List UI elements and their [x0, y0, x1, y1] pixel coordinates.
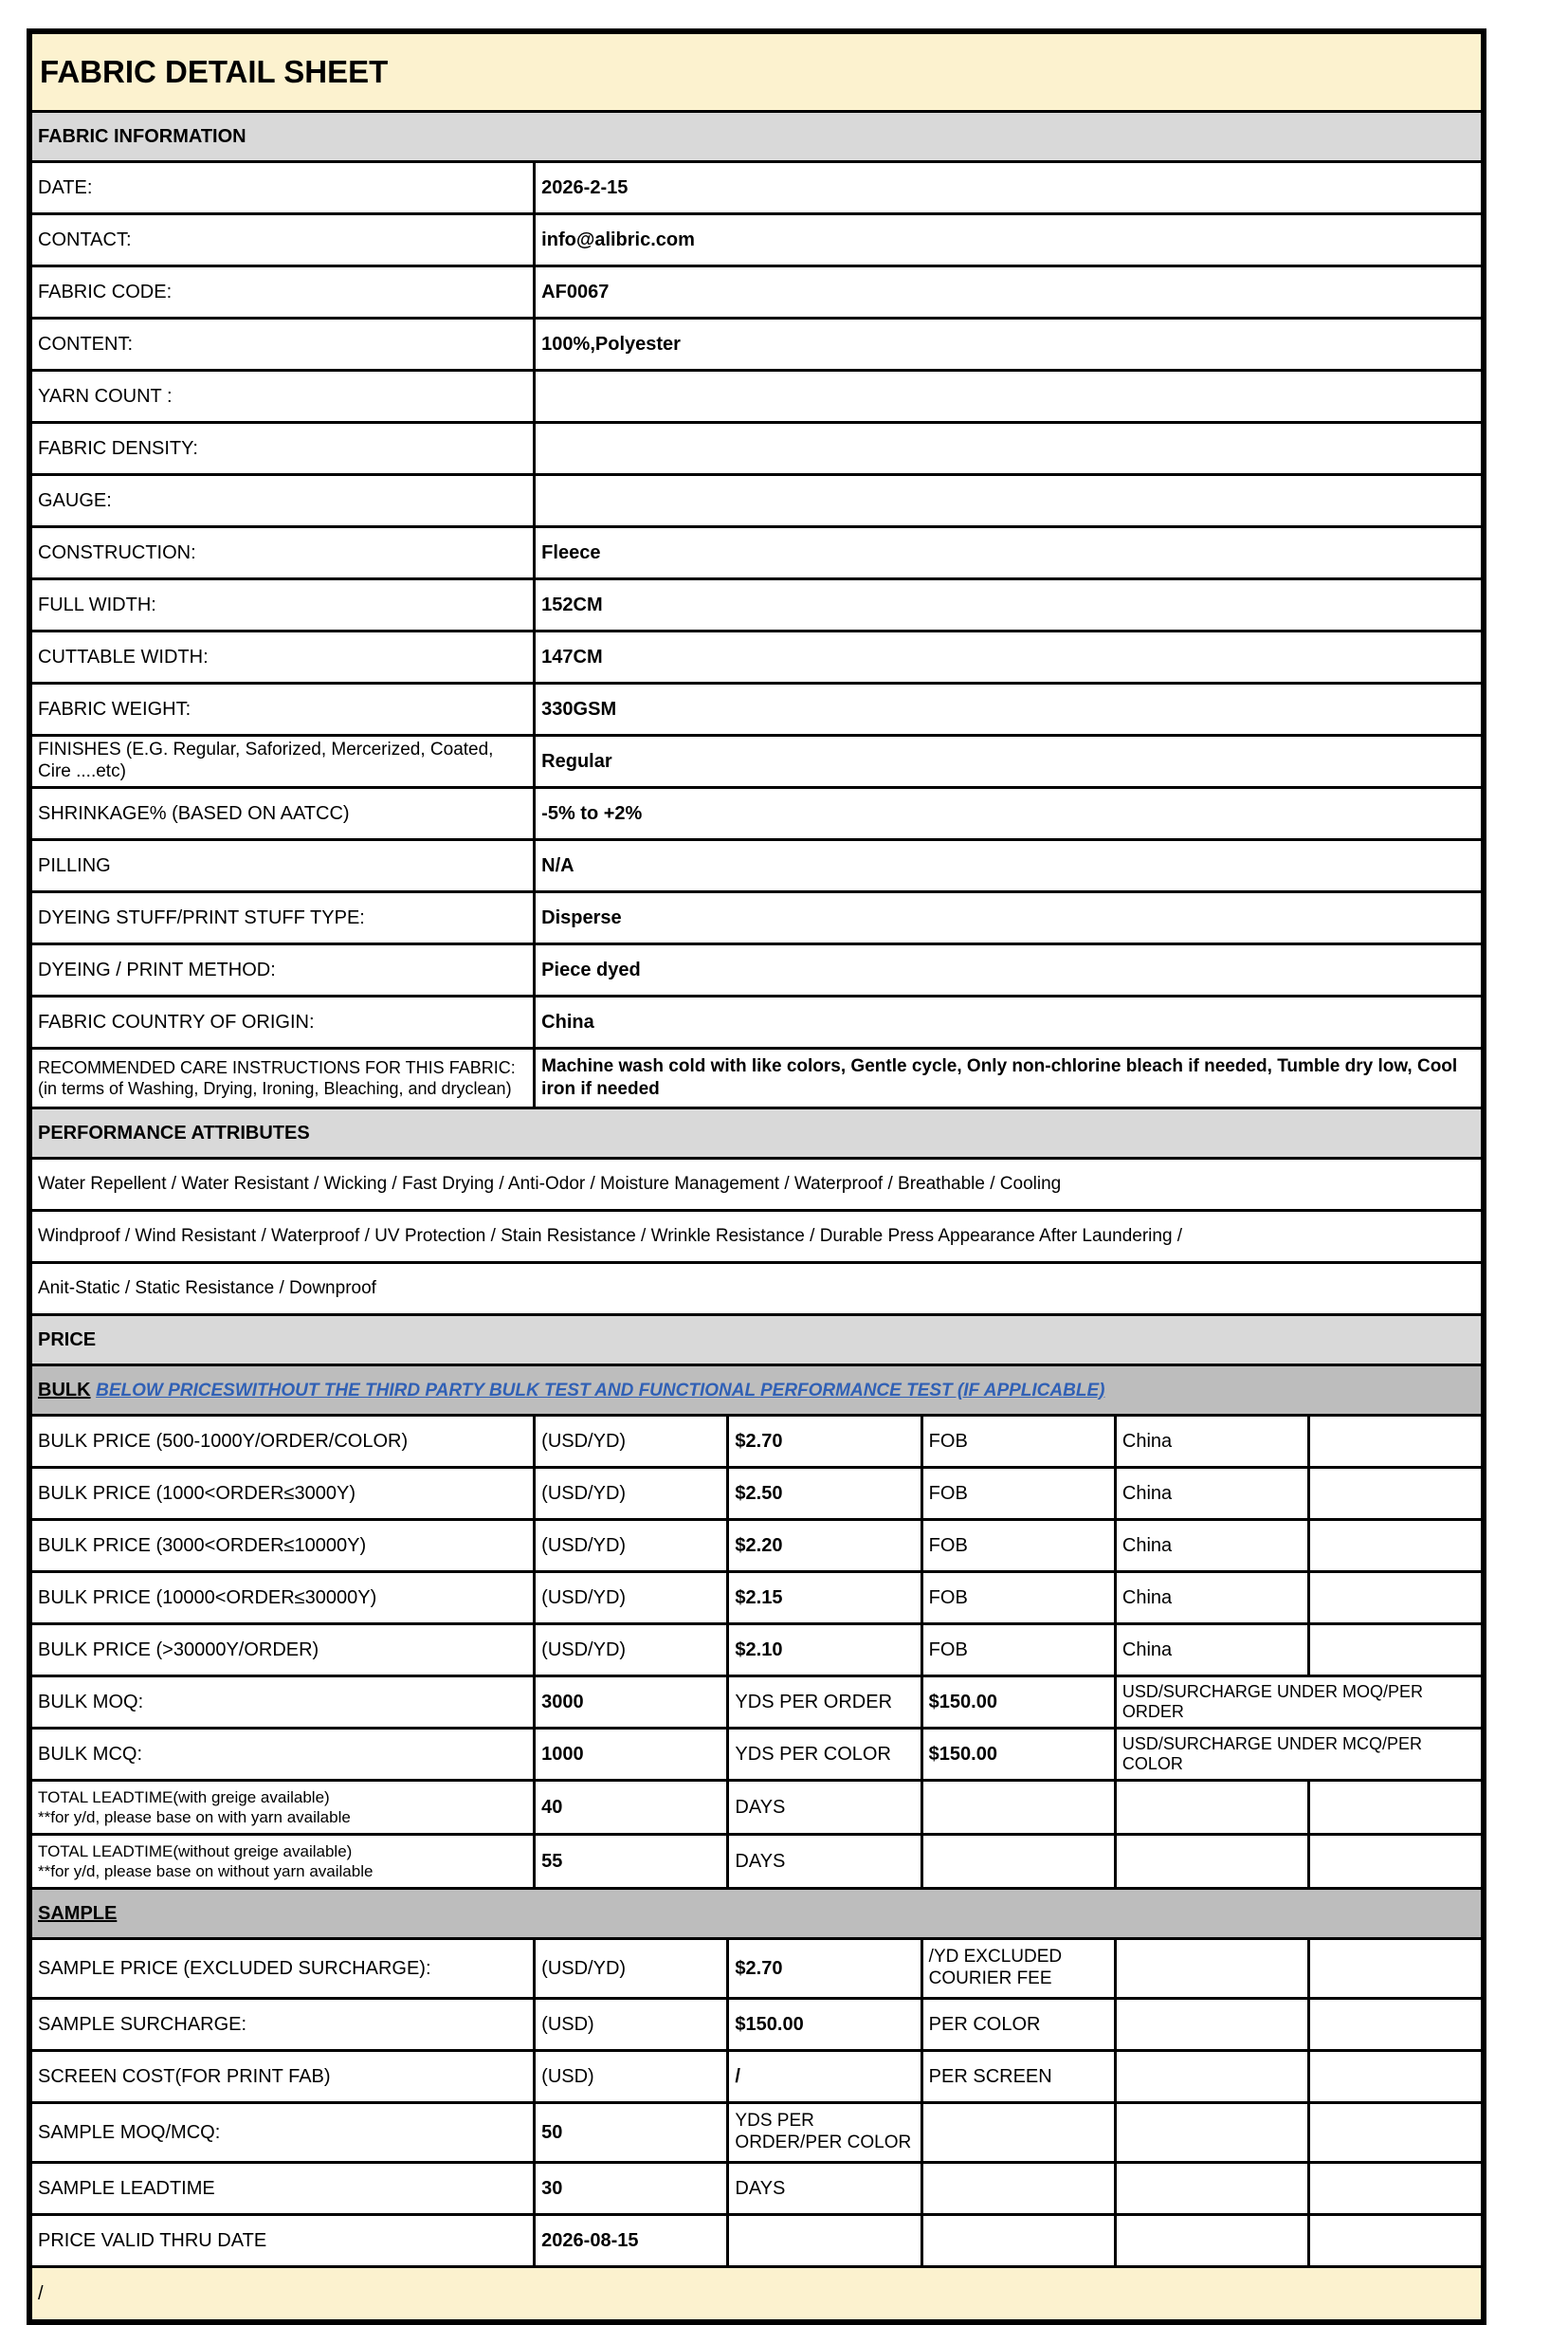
- price-unit: (USD/YD): [535, 1520, 728, 1572]
- sample-label: SAMPLE SURCHARGE:: [29, 1999, 535, 2051]
- leadtime-label-line1: TOTAL LEADTIME(without greige available): [38, 1841, 353, 1860]
- info-row-dyeing-stuff: [29, 892, 1484, 944]
- info-value: N/A: [535, 840, 1484, 892]
- leadtime-label-line2: **for y/d, please base on without yarn available: [38, 1862, 374, 1880]
- info-label: CONTACT:: [29, 214, 535, 266]
- sample-price-row: [29, 1939, 1484, 1999]
- price-empty-cell: [1309, 1624, 1484, 1676]
- leadtime-empty-cell: [1115, 1781, 1308, 1835]
- leadtime-empty-cell: [921, 1835, 1115, 1889]
- info-value: Regular: [535, 736, 1484, 788]
- sample-note: PER COLOR: [921, 1999, 1115, 2051]
- moq-qty: 3000: [535, 1676, 728, 1729]
- price-value: $2.20: [728, 1520, 921, 1572]
- leadtime-label: [29, 1835, 535, 1889]
- footer-note: /: [29, 2267, 1484, 2323]
- info-label: FABRIC DENSITY:: [29, 423, 535, 475]
- info-value: 152CM: [535, 579, 1484, 632]
- leadtime-empty-cell: [921, 1781, 1115, 1835]
- leadtime-unit: DAYS: [728, 1781, 921, 1835]
- mcq-surcharge: $150.00: [921, 1729, 1115, 1781]
- info-row-construction: [29, 527, 1484, 579]
- info-label: FABRIC COUNTRY OF ORIGIN:: [29, 997, 535, 1049]
- sample-empty-cell: [921, 2163, 1115, 2215]
- sample-empty-cell: [1115, 2215, 1308, 2267]
- sample-unit: (USD/YD): [535, 1939, 728, 1999]
- sample-empty-cell: [1115, 1999, 1308, 2051]
- sample-empty-cell: [921, 2103, 1115, 2163]
- sample-empty-cell: [1309, 2163, 1484, 2215]
- moq-label: BULK MOQ:: [29, 1676, 535, 1729]
- bulk-mcq-row: [29, 1729, 1484, 1781]
- info-row-pilling: [29, 840, 1484, 892]
- info-row-yarn-count: [29, 371, 1484, 423]
- price-origin: China: [1115, 1624, 1308, 1676]
- sample-qty: 30: [535, 2163, 728, 2215]
- info-label: FABRIC CODE:: [29, 266, 535, 319]
- price-unit: (USD/YD): [535, 1624, 728, 1676]
- care-label-line1: RECOMMENDED CARE INSTRUCTIONS FOR THIS FABRIC:: [38, 1057, 516, 1077]
- leadtime-row-without-greige: [29, 1835, 1484, 1889]
- price-value: $2.50: [728, 1468, 921, 1520]
- info-value: [535, 475, 1484, 527]
- info-row-country-of-origin: [29, 997, 1484, 1049]
- leadtime-qty: 40: [535, 1781, 728, 1835]
- price-label: BULK PRICE (3000<ORDER≤10000Y): [29, 1520, 535, 1572]
- info-row-content: [29, 319, 1484, 371]
- section-header-price: PRICE: [29, 1315, 1484, 1365]
- bulk-banner: [29, 1365, 1484, 1416]
- info-row-cuttable-width: [29, 632, 1484, 684]
- sample-empty-cell: [1115, 2163, 1308, 2215]
- info-label: FINISHES (E.G. Regular, Saforized, Mercerized, Coated, Cire ....etc): [29, 736, 535, 788]
- sample-label: SAMPLE PRICE (EXCLUDED SURCHARGE):: [29, 1939, 535, 1999]
- leadtime-label: [29, 1781, 535, 1835]
- info-row-fabric-weight: [29, 684, 1484, 736]
- info-row-fabric-density: [29, 423, 1484, 475]
- sample-label: SCREEN COST(FOR PRINT FAB): [29, 2051, 535, 2103]
- sample-empty-cell: [728, 2215, 921, 2267]
- sample-empty-cell: [921, 2215, 1115, 2267]
- info-value: Machine wash cold with like colors, Gentle cycle, Only non-chlorine bleach if needed, Tumble dry low, Cool iron if needed: [535, 1049, 1484, 1108]
- info-label: FABRIC WEIGHT:: [29, 684, 535, 736]
- sample-unit: YDS PER ORDER/PER COLOR: [728, 2103, 921, 2163]
- sample-qty: 50: [535, 2103, 728, 2163]
- sample-empty-cell: [1309, 2215, 1484, 2267]
- price-value: $2.15: [728, 1572, 921, 1624]
- sample-unit: DAYS: [728, 2163, 921, 2215]
- info-row-shrinkage: [29, 788, 1484, 840]
- section-header-performance-attributes: PERFORMANCE ATTRIBUTES: [29, 1108, 1484, 1159]
- sample-label: SAMPLE MOQ/MCQ:: [29, 2103, 535, 2163]
- leadtime-label-line1: TOTAL LEADTIME(with greige available): [38, 1787, 330, 1806]
- price-label: BULK PRICE (>30000Y/ORDER): [29, 1624, 535, 1676]
- performance-attributes-line-3: Anit-Static / Static Resistance / Downproof: [29, 1263, 1484, 1315]
- bulk-note-link[interactable]: BELOW PRICESWITHOUT THE THIRD PARTY BULK TEST AND FUNCTIONAL PERFORMANCE TEST (IF APPLICABLE): [96, 1380, 1105, 1400]
- section-header-fabric-information: FABRIC INFORMATION: [29, 112, 1484, 162]
- info-value: Piece dyed: [535, 944, 1484, 997]
- sample-empty-cell: [1115, 2051, 1308, 2103]
- info-label: DYEING / PRINT METHOD:: [29, 944, 535, 997]
- info-value: [535, 371, 1484, 423]
- bulk-price-row-4: [29, 1572, 1484, 1624]
- info-label: FULL WIDTH:: [29, 579, 535, 632]
- sample-date: 2026-08-15: [535, 2215, 728, 2267]
- info-value: [535, 423, 1484, 475]
- performance-attributes-line-1: Water Repellent / Water Resistant / Wicking / Fast Drying / Anti-Odor / Moisture Management / Waterproof / Breathable / Cooling: [29, 1159, 1484, 1211]
- sample-empty-cell: [1309, 2103, 1484, 2163]
- price-term: FOB: [921, 1520, 1115, 1572]
- leadtime-empty-cell: [1309, 1781, 1484, 1835]
- price-valid-thru-row: [29, 2215, 1484, 2267]
- sample-leadtime-row: [29, 2163, 1484, 2215]
- bulk-moq-row: [29, 1676, 1484, 1729]
- care-label-line2: (in terms of Washing, Drying, Ironing, Bleaching, and dryclean): [38, 1079, 512, 1098]
- sample-empty-cell: [1309, 1999, 1484, 2051]
- price-term: FOB: [921, 1416, 1115, 1468]
- info-value: 100%,Polyester: [535, 319, 1484, 371]
- price-label: BULK PRICE (10000<ORDER≤30000Y): [29, 1572, 535, 1624]
- sample-label: PRICE VALID THRU DATE: [29, 2215, 535, 2267]
- price-term: FOB: [921, 1468, 1115, 1520]
- moq-note: USD/SURCHARGE UNDER MOQ/PER ORDER: [1115, 1676, 1484, 1729]
- sample-label: SAMPLE LEADTIME: [29, 2163, 535, 2215]
- leadtime-label-line2: **for y/d, please base on with yarn available: [38, 1808, 351, 1826]
- info-row-fabric-code: [29, 266, 1484, 319]
- sample-surcharge-row: [29, 1999, 1484, 2051]
- info-label: [29, 1049, 535, 1108]
- fabric-detail-sheet: [27, 28, 1486, 2325]
- mcq-note: USD/SURCHARGE UNDER MCQ/PER COLOR: [1115, 1729, 1484, 1781]
- bulk-price-row-1: [29, 1416, 1484, 1468]
- price-empty-cell: [1309, 1520, 1484, 1572]
- leadtime-empty-cell: [1309, 1835, 1484, 1889]
- price-origin: China: [1115, 1572, 1308, 1624]
- leadtime-row-with-greige: [29, 1781, 1484, 1835]
- price-value: $2.10: [728, 1624, 921, 1676]
- sample-empty-cell: [1115, 2103, 1308, 2163]
- sample-value: /: [728, 2051, 921, 2103]
- info-label: CONTENT:: [29, 319, 535, 371]
- price-origin: China: [1115, 1416, 1308, 1468]
- sample-value: $150.00: [728, 1999, 921, 2051]
- sample-moq-row: [29, 2103, 1484, 2163]
- info-value: Fleece: [535, 527, 1484, 579]
- leadtime-qty: 55: [535, 1835, 728, 1889]
- price-empty-cell: [1309, 1572, 1484, 1624]
- moq-unit: YDS PER ORDER: [728, 1676, 921, 1729]
- bulk-label: BULK: [38, 1379, 91, 1400]
- price-origin: China: [1115, 1468, 1308, 1520]
- mcq-qty: 1000: [535, 1729, 728, 1781]
- section-header-sample: SAMPLE: [29, 1889, 1484, 1939]
- sample-value: $2.70: [728, 1939, 921, 1999]
- bulk-price-row-2: [29, 1468, 1484, 1520]
- sample-note: /YD EXCLUDED COURIER FEE: [921, 1939, 1115, 1999]
- page-title: FABRIC DETAIL SHEET: [29, 31, 1484, 112]
- price-unit: (USD/YD): [535, 1468, 728, 1520]
- info-label: CUTTABLE WIDTH:: [29, 632, 535, 684]
- price-empty-cell: [1309, 1468, 1484, 1520]
- info-row-gauge: [29, 475, 1484, 527]
- moq-surcharge: $150.00: [921, 1676, 1115, 1729]
- price-value: $2.70: [728, 1416, 921, 1468]
- info-row-care-instructions: [29, 1049, 1484, 1108]
- info-row-date: [29, 162, 1484, 214]
- info-value: 330GSM: [535, 684, 1484, 736]
- mcq-unit: YDS PER COLOR: [728, 1729, 921, 1781]
- leadtime-unit: DAYS: [728, 1835, 921, 1889]
- price-unit: (USD/YD): [535, 1416, 728, 1468]
- info-label: DATE:: [29, 162, 535, 214]
- info-row-dyeing-method: [29, 944, 1484, 997]
- price-label: BULK PRICE (500-1000Y/ORDER/COLOR): [29, 1416, 535, 1468]
- performance-attributes-line-2: Windproof / Wind Resistant / Waterproof / UV Protection / Stain Resistance / Wrinkle Resistance / Durable Press Appearance After Laundering /: [29, 1211, 1484, 1263]
- info-row-full-width: [29, 579, 1484, 632]
- screen-cost-row: [29, 2051, 1484, 2103]
- bulk-price-row-5: [29, 1624, 1484, 1676]
- info-value: China: [535, 997, 1484, 1049]
- leadtime-empty-cell: [1115, 1835, 1308, 1889]
- price-empty-cell: [1309, 1416, 1484, 1468]
- sample-unit: (USD): [535, 2051, 728, 2103]
- sample-empty-cell: [1309, 1939, 1484, 1999]
- sample-unit: (USD): [535, 1999, 728, 2051]
- sample-empty-cell: [1309, 2051, 1484, 2103]
- sample-empty-cell: [1115, 1939, 1308, 1999]
- sample-note: PER SCREEN: [921, 2051, 1115, 2103]
- info-label: DYEING STUFF/PRINT STUFF TYPE:: [29, 892, 535, 944]
- price-term: FOB: [921, 1572, 1115, 1624]
- info-value: AF0067: [535, 266, 1484, 319]
- info-label: PILLING: [29, 840, 535, 892]
- info-row-contact: [29, 214, 1484, 266]
- info-value: 2026-2-15: [535, 162, 1484, 214]
- price-term: FOB: [921, 1624, 1115, 1676]
- mcq-label: BULK MCQ:: [29, 1729, 535, 1781]
- price-unit: (USD/YD): [535, 1572, 728, 1624]
- info-label: YARN COUNT :: [29, 371, 535, 423]
- price-label: BULK PRICE (1000<ORDER≤3000Y): [29, 1468, 535, 1520]
- info-label: SHRINKAGE% (BASED ON AATCC): [29, 788, 535, 840]
- info-label: GAUGE:: [29, 475, 535, 527]
- info-label: CONSTRUCTION:: [29, 527, 535, 579]
- bulk-price-row-3: [29, 1520, 1484, 1572]
- info-value: 147CM: [535, 632, 1484, 684]
- info-value: -5% to +2%: [535, 788, 1484, 840]
- price-origin: China: [1115, 1520, 1308, 1572]
- info-row-finishes: [29, 736, 1484, 788]
- info-value: info@alibric.com: [535, 214, 1484, 266]
- info-value: Disperse: [535, 892, 1484, 944]
